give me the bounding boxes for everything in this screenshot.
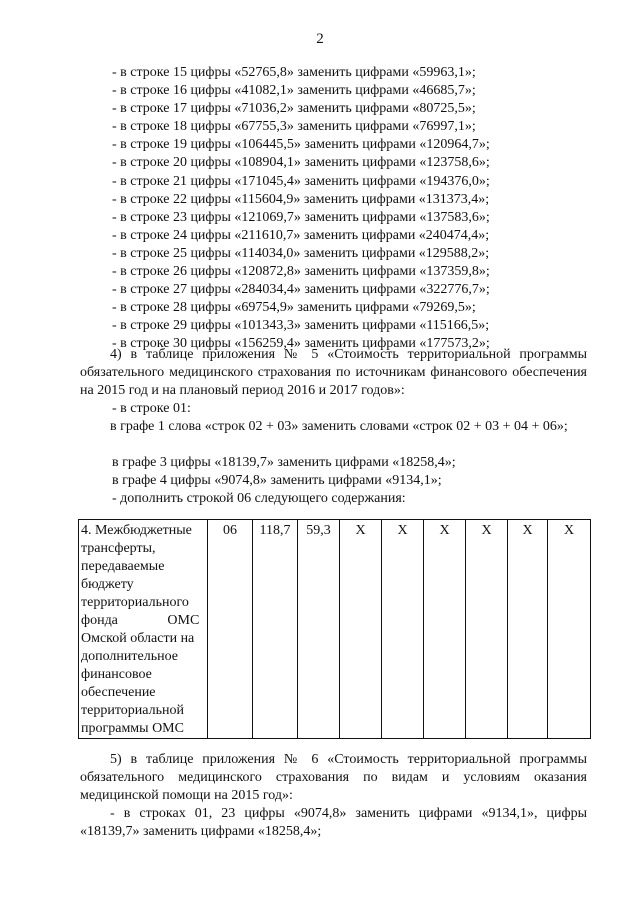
paragraph-5: 5) в таблице приложения № 6 «Стоимость территориальной программы обязательного медицинского страхования по видам и условиям оказания медицинской помощи на 2015 год»: [80,752,587,804]
table-cell-name-line: дополнительное [81,649,178,664]
list-item: - в строке 26 цифры «120872,8» заменить цифрами «137359,8»; [112,264,490,280]
table-cell-name-line: бюджету [81,577,134,592]
table-cell-name-line: 4. Межбюджетные [81,523,192,538]
table-cell-name-line: трансферты, [81,541,156,556]
paragraph-5-item: - в строках 01, 23 цифры «9074,8» заменить цифрами «9134,1», цифры «18139,7» заменить цифрами «18258,4»; [80,806,587,840]
table-cell-col4: 59,3 [298,520,340,739]
list-item: - в строке 23 цифры «121069,7» заменить цифрами «137583,6»; [112,209,490,225]
list-item: - в строке 16 цифры «41082,1» заменить цифрами «46685,7»; [112,83,476,99]
graph-1-text: в графе 1 слова «строк 02 + 03» заменить словами «строк 02 + 03 + 04 + 06»; [110,419,568,434]
list-item: - в строке 25 цифры «114034,0» заменить цифрами «129588,2»; [112,245,490,261]
list-item: - в строке 28 цифры «69754,9» заменить цифрами «79269,5»; [112,300,476,316]
table-cell-col10: Х [548,520,591,739]
list-item: - в строке 24 цифры «211610,7» заменить цифрами «240474,4»; [112,227,490,243]
list-item: - в строке 30 цифры «156259,4» заменить цифрами «177573,2»; [112,336,490,352]
table-cell-col3: 118,7 [253,520,298,739]
table-cell-name-line: обеспечение [81,685,156,700]
table-cell-col8: Х [466,520,508,739]
list-item: - в строке 21 цифры «171045,4» заменить цифрами «194376,0»; [112,173,490,189]
table-cell-name-line: территориального [81,595,189,610]
table-cell-name-line: фонда ОМС [81,613,200,628]
list-item: - в строке 27 цифры «284034,4» заменить цифрами «322776,7»; [112,282,490,298]
list-item: - в строке 18 цифры «67755,3» заменить цифрами «76997,1»; [112,119,476,135]
amendment-list [0,64,640,354]
table-row [79,520,591,739]
paragraph-4: 4) в таблице приложения № 5 «Стоимость территориальной программы обязательного медицинского страхования по источникам финансового обеспечения на 2015 год и на плановый период 2016 и 2017 годов»: [80,347,587,399]
list-item: - в строке 20 цифры «108904,1» заменить цифрами «123758,6»; [112,155,490,171]
table-cell-col5: Х [340,520,382,739]
table-cell-col9: Х [508,520,548,739]
table-cell-col6: Х [382,520,424,739]
row-01-intro: - в строке 01: [112,401,191,416]
graph-3-text: в графе 3 цифры «18139,7» заменить цифрами «18258,4»; [112,455,456,470]
list-item: - в строке 29 цифры «101343,3» заменить цифрами «115166,5»; [112,318,490,334]
list-item: - в строке 15 цифры «52765,8» заменить цифрами «59963,1»; [112,65,476,80]
supplement-text: - дополнить строкой 06 следующего содержания: [112,491,406,506]
graph-4-text: в графе 4 цифры «9074,8» заменить цифрами «9134,1»; [112,473,442,488]
table-cell-name-line: территориальной [81,703,184,718]
table-cell-row-code: 06 [208,520,253,739]
list-item: - в строке 22 цифры «115604,9» заменить цифрами «131373,4»; [112,191,490,207]
list-item: - в строке 17 цифры «71036,2» заменить цифрами «80725,5»; [112,101,476,117]
list-item: - в строке 19 цифры «106445,5» заменить цифрами «120964,7»; [112,137,490,153]
table-cell-name-line: программы ОМС [81,721,184,736]
table-cell-name-line: финансовое [81,667,152,682]
table-cell-name-line: Омской области на [81,631,195,646]
row-06-table [78,519,591,739]
table-cell-name-line: передаваемые [81,559,165,574]
page-number: 2 [316,31,324,47]
table-cell-name [79,520,208,739]
table-cell-col7: Х [424,520,466,739]
